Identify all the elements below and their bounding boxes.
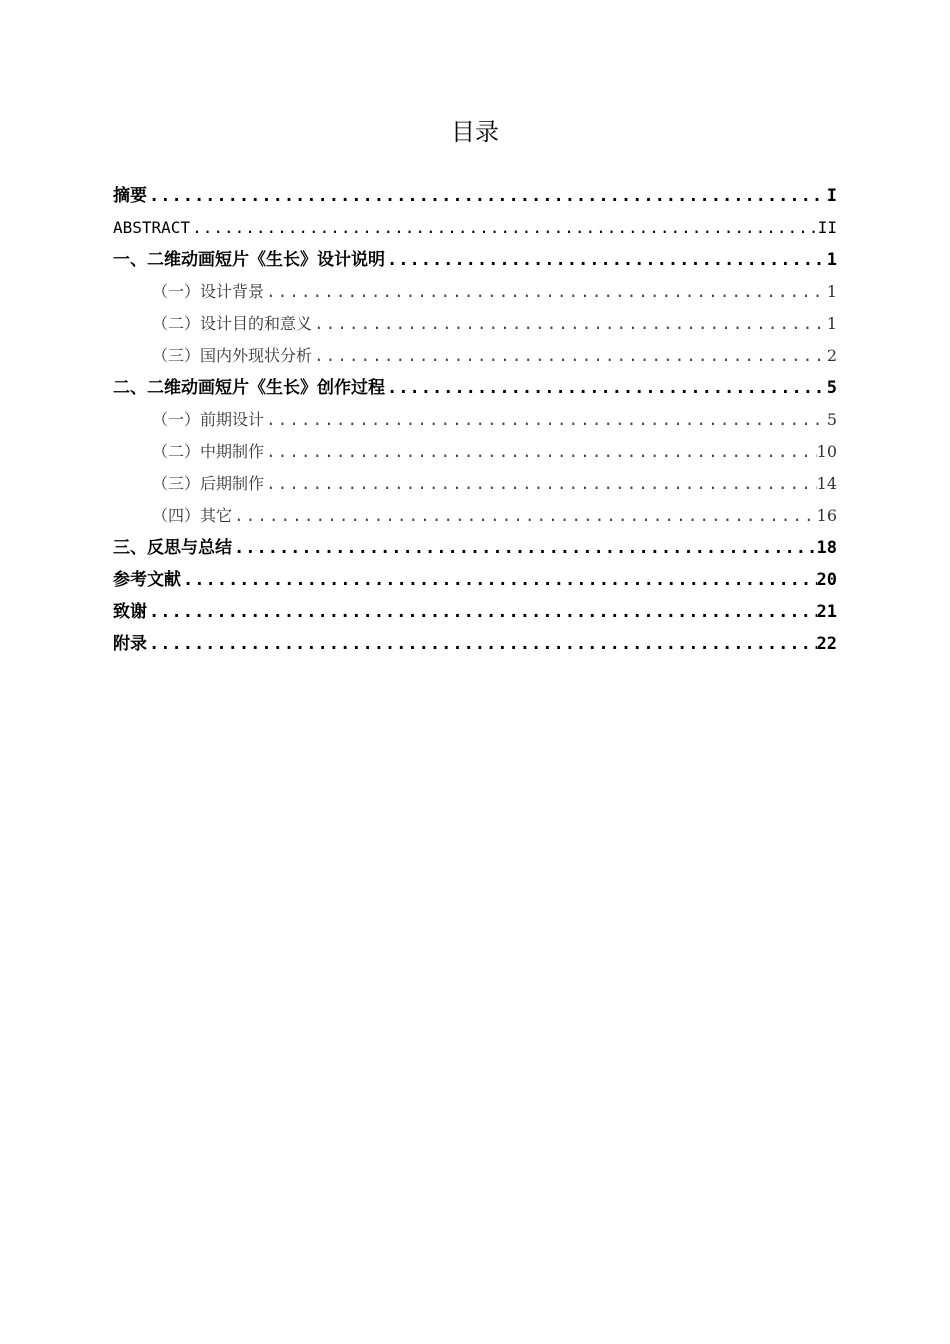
dot-leader — [147, 180, 827, 212]
dot-leader — [264, 468, 817, 500]
toc-entry-label: （一）前期设计 — [152, 410, 265, 429]
toc-entry-page: 5 — [826, 378, 837, 398]
toc-entry-chapter-2[interactable] — [113, 372, 837, 404]
dot-leader — [264, 276, 827, 308]
toc-entry-section-2-3[interactable] — [113, 468, 837, 500]
dot-leader — [190, 212, 818, 244]
toc-entry-abstract-cn[interactable] — [113, 180, 837, 212]
dot-leader — [232, 500, 817, 532]
dot-leader — [312, 340, 827, 372]
toc-entry-page: I — [826, 186, 837, 206]
toc-entry-label: 一、二维动画短片《生长》设计说明 — [113, 250, 385, 270]
toc-entry-section-2-4[interactable] — [113, 500, 837, 532]
toc-entry-label: ABSTRACT — [113, 218, 191, 237]
toc-entry-page: 2 — [826, 346, 837, 365]
page-title: 目录 — [451, 118, 499, 146]
toc-entry-section-1-1[interactable] — [113, 276, 837, 308]
toc-entry-chapter-1[interactable] — [113, 244, 837, 276]
toc-entry-chapter-3[interactable] — [113, 532, 837, 564]
toc-entry-label: 二、二维动画短片《生长》创作过程 — [113, 378, 385, 398]
toc-entry-label: （一）设计背景 — [152, 282, 265, 301]
toc-entry-label: （二）中期制作 — [152, 442, 265, 461]
dot-leader — [181, 564, 817, 596]
toc-entry-page: 20 — [816, 570, 837, 590]
toc-entry-page: II — [817, 218, 837, 237]
toc-entry-page: 18 — [816, 538, 837, 558]
toc-entry-page: 22 — [816, 634, 837, 654]
toc-entry-label: 致谢 — [113, 602, 147, 622]
toc-entry-section-1-2[interactable] — [113, 308, 837, 340]
toc-entry-page: 16 — [816, 506, 837, 525]
toc-entry-label: （三）后期制作 — [152, 474, 265, 493]
toc-entry-references[interactable] — [113, 564, 837, 596]
dot-leader — [147, 628, 817, 660]
dot-leader — [312, 308, 827, 340]
toc-entry-label: 附录 — [113, 634, 147, 654]
toc-entry-page: 14 — [816, 474, 837, 493]
table-of-contents — [113, 180, 837, 660]
toc-entry-page: 10 — [816, 442, 837, 461]
toc-entry-label: （二）设计目的和意义 — [152, 314, 313, 333]
toc-entry-appendix[interactable] — [113, 628, 837, 660]
toc-entry-section-1-3[interactable] — [113, 340, 837, 372]
toc-entry-label: （四）其它 — [152, 506, 233, 525]
toc-entry-page: 1 — [826, 282, 837, 301]
toc-entry-section-2-2[interactable] — [113, 436, 837, 468]
toc-entry-page: 1 — [826, 250, 837, 270]
dot-leader — [147, 596, 817, 628]
toc-entry-page: 5 — [826, 410, 837, 429]
toc-entry-label: 三、反思与总结 — [113, 538, 232, 558]
dot-leader — [264, 404, 827, 436]
dot-leader — [385, 372, 827, 404]
toc-entry-acknowledgements[interactable] — [113, 596, 837, 628]
toc-entry-abstract-en[interactable] — [113, 212, 837, 244]
toc-entry-label: 参考文献 — [113, 570, 181, 590]
toc-entry-section-2-1[interactable] — [113, 404, 837, 436]
toc-entry-label: （三）国内外现状分析 — [152, 346, 313, 365]
dot-leader — [385, 244, 827, 276]
dot-leader — [232, 532, 817, 564]
toc-entry-page: 1 — [826, 314, 837, 333]
toc-entry-label: 摘要 — [113, 186, 147, 206]
toc-entry-page: 21 — [816, 602, 837, 622]
dot-leader — [264, 436, 817, 468]
